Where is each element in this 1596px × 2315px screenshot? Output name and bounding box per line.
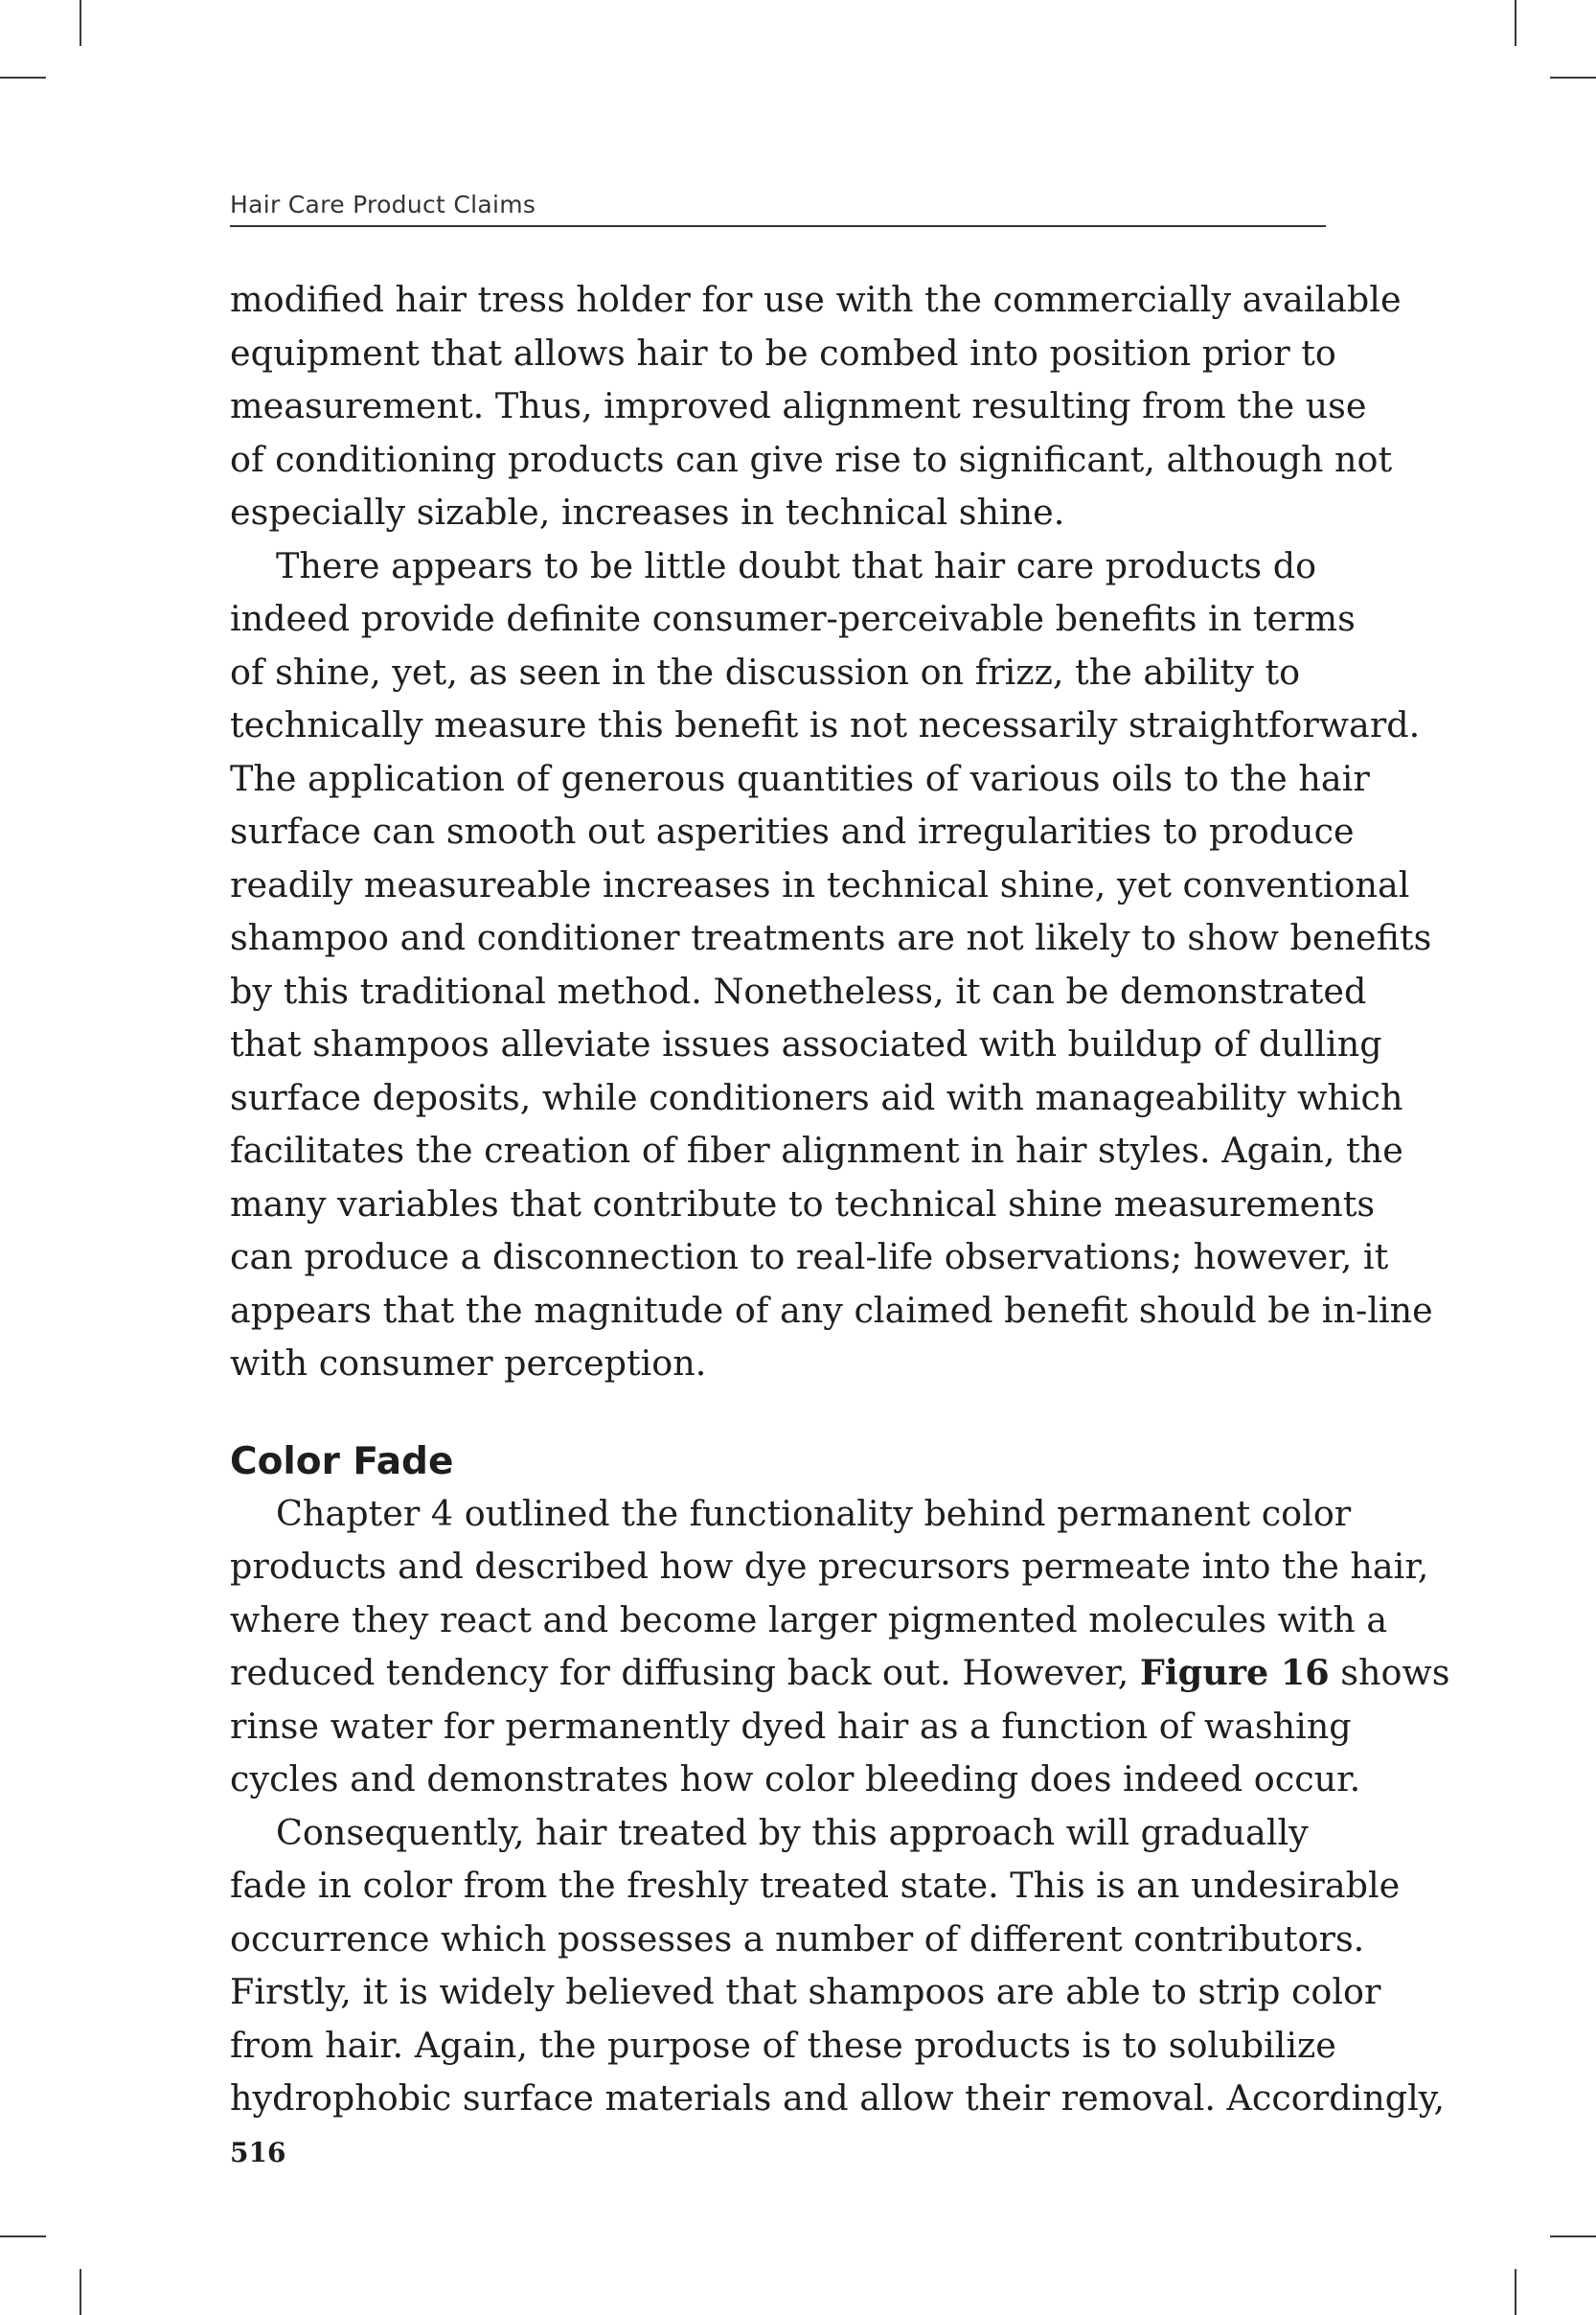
text-line: cycles and demonstrates how color bleeding does indeed occur. xyxy=(230,1758,1361,1799)
text-line: with consumer perception. xyxy=(230,1342,707,1384)
text-line: of conditioning products can give rise to significant, although not xyxy=(230,438,1393,480)
crop-mark xyxy=(1550,2235,1596,2237)
text-line: can produce a disconnection to real-life observations; however, it xyxy=(230,1236,1389,1277)
crop-mark xyxy=(1515,0,1516,46)
paragraph xyxy=(230,1487,1450,1806)
text-line: equipment that allows hair to be combed into position prior to xyxy=(230,332,1336,374)
text-line: readily measureable increases in technical shine, yet conventional xyxy=(230,863,1410,905)
text-line: where they react and become larger pigmented molecules with a xyxy=(230,1598,1388,1640)
paragraph xyxy=(230,539,1433,1390)
text-line: Consequently, hair treated by this approach will gradually xyxy=(276,1811,1309,1853)
text-line: especially sizable, increases in technical shine. xyxy=(230,492,1065,533)
paragraph xyxy=(230,273,1402,539)
text-line: surface can smooth out asperities and irregularities to produce xyxy=(230,811,1355,852)
crop-mark xyxy=(1550,77,1596,79)
text-line: products and described how dye precursors permeate into the hair, xyxy=(230,1546,1429,1587)
text-line: measurement. Thus, improved alignment resulting from the use xyxy=(230,385,1367,426)
text-line: Firstly, it is widely believed that shampoos are able to strip color xyxy=(230,1971,1381,2012)
text-line: that shampoos alleviate issues associated with buildup of dulling xyxy=(230,1023,1382,1065)
text-line: appears that the magnitude of any claimed benefit should be in-line xyxy=(230,1289,1433,1331)
paragraph xyxy=(230,1806,1446,2125)
text-line: fade in color from the freshly treated state. This is an undesirable xyxy=(230,1865,1401,1906)
text-line: facilitates the creation of fiber alignment in hair styles. Again, the xyxy=(230,1130,1403,1171)
crop-mark xyxy=(1515,2269,1516,2315)
text-line: modified hair tress holder for use with the commercially available xyxy=(230,279,1402,320)
crop-mark xyxy=(0,2235,46,2237)
text-line: Chapter 4 outlined the functionality behind permanent color xyxy=(276,1492,1352,1534)
crop-mark xyxy=(80,2269,81,2315)
crop-mark xyxy=(0,77,46,79)
text-line: from hair. Again, the purpose of these products is to solubilize xyxy=(230,2024,1336,2066)
text-fragment: shows xyxy=(1329,1652,1450,1693)
text-line: by this traditional method. Nonetheless, it can be demonstrated xyxy=(230,970,1367,1012)
body-text xyxy=(230,273,1450,2125)
text-line: hydrophobic surface materials and allow their removal. Accordingly, xyxy=(230,2077,1446,2119)
text-line: rinse water for permanently dyed hair as a function of washing xyxy=(230,1705,1352,1747)
text-line: technically measure this benefit is not necessarily straightforward. xyxy=(230,704,1421,745)
page-number: 516 xyxy=(230,2137,286,2168)
crop-mark xyxy=(80,0,81,46)
text-line: many variables that contribute to technical shine measurements xyxy=(230,1182,1376,1225)
text-line xyxy=(230,1646,1450,1700)
text-line: The application of generous quantities of various oils to the hair xyxy=(230,757,1370,799)
running-head: Hair Care Product Claims xyxy=(230,191,536,218)
header-rule xyxy=(230,225,1326,227)
text-line: There appears to be little doubt that hair care products do xyxy=(276,544,1317,586)
text-line: surface deposits, while conditioners aid with manageability which xyxy=(230,1076,1403,1118)
text-line: shampoo and conditioner treatments are not likely to show benefits xyxy=(230,917,1432,958)
section-heading: Color Fade xyxy=(230,1439,454,1483)
text-fragment: reduced tendency for diffusing back out. However, xyxy=(230,1652,1140,1693)
text-line: occurrence which possesses a number of different contributors. xyxy=(230,1917,1365,1960)
text-line: of shine, yet, as seen in the discussion on frizz, the ability to xyxy=(230,651,1301,693)
figure-reference: Figure 16 xyxy=(1139,1652,1330,1693)
text-line: indeed provide definite consumer-perceivable benefits in terms xyxy=(230,598,1356,639)
